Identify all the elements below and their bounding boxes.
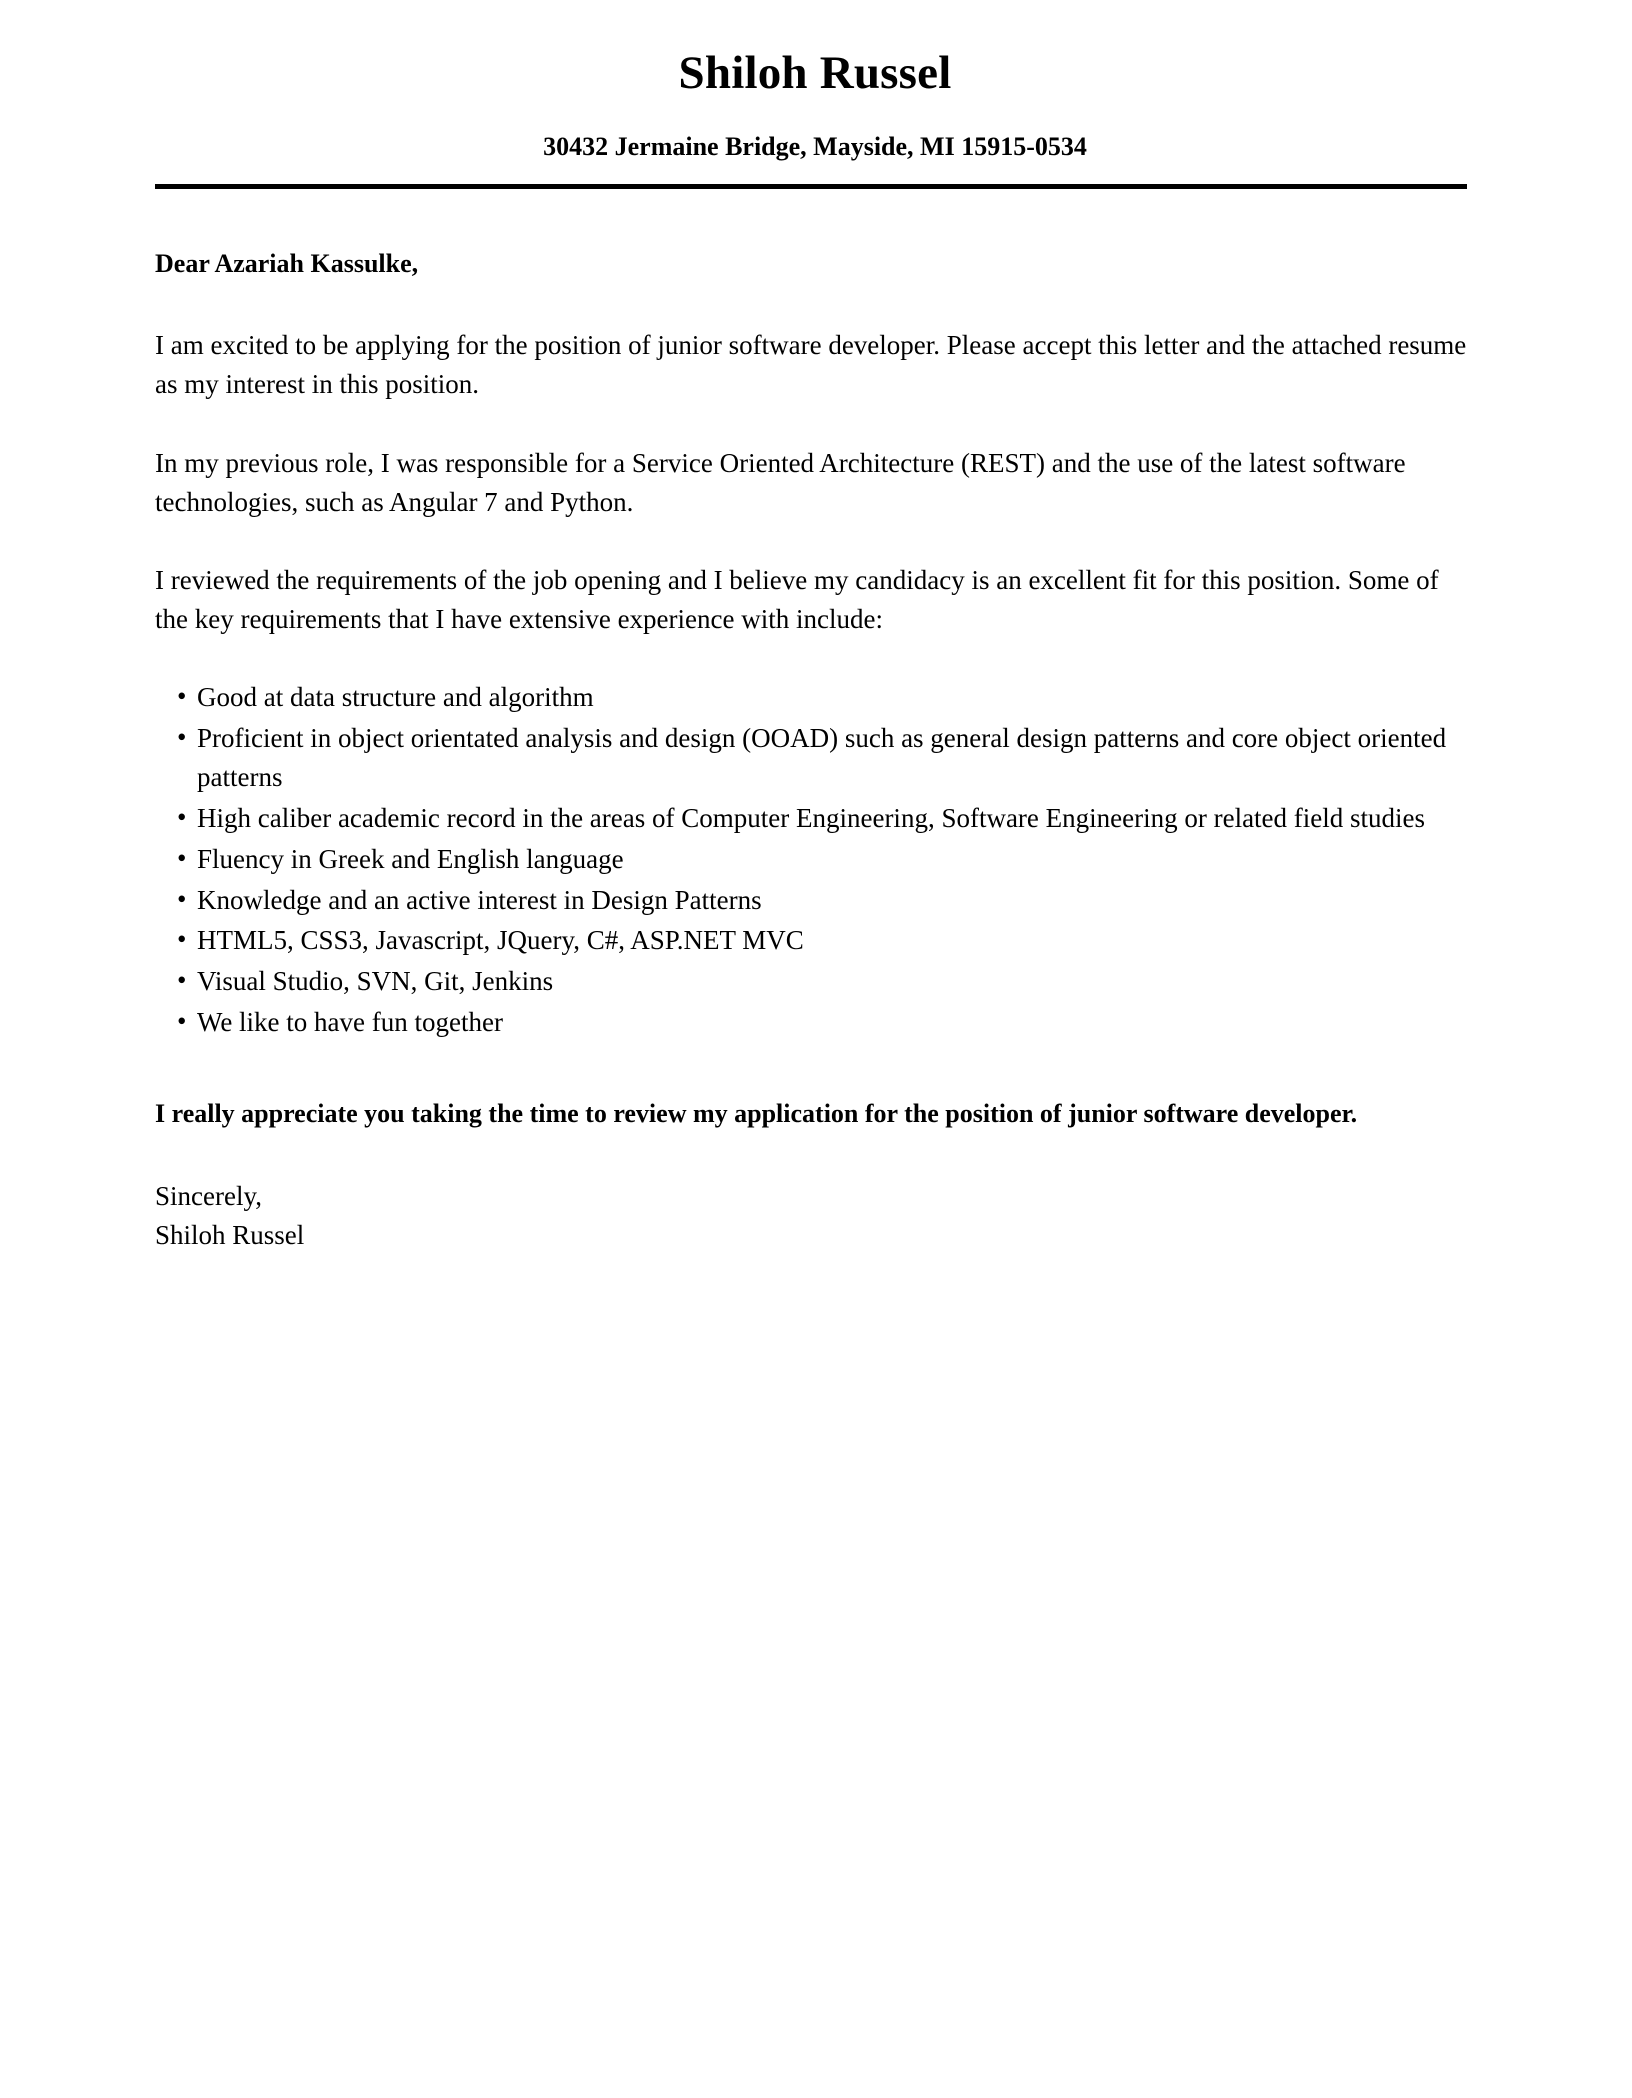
list-item-label: High caliber academic record in the areas of Computer Engineering, Software Engineering or related field studies bbox=[197, 802, 1426, 833]
page-title: Shiloh Russel bbox=[678, 47, 952, 99]
requirements-list bbox=[155, 678, 1475, 1042]
bullet-icon: • bbox=[177, 924, 187, 955]
closing-statement: I really appreciate you taking the time to review my application for the position of junior software developer. bbox=[155, 1099, 1358, 1129]
letter-body bbox=[155, 189, 1475, 1254]
signature-name: Shiloh Russel bbox=[155, 1219, 305, 1250]
list-item bbox=[155, 921, 1475, 960]
list-item bbox=[155, 840, 1475, 879]
valediction: Sincerely, bbox=[155, 1181, 262, 1212]
list-item bbox=[155, 881, 1475, 920]
body-paragraph-3: I reviewed the requirements of the job opening and I believe my candidacy is an excellent fit for this position. Some of the key requirements that I have extensive experience with include: bbox=[155, 564, 1439, 635]
body-paragraph-1: I am excited to be applying for the position of junior software developer. Please accept this letter and the attached resume as my interest in this position. bbox=[155, 330, 1467, 400]
bullet-icon: • bbox=[177, 1006, 187, 1037]
list-item-label: Good at data structure and algorithm bbox=[197, 682, 594, 713]
list-item bbox=[155, 678, 1475, 717]
address-line: 30432 Jermaine Bridge, Mayside, MI 15915-0534 bbox=[543, 132, 1087, 162]
list-item bbox=[155, 1003, 1475, 1042]
body-paragraph-2: In my previous role, I was responsible for a Service Oriented Architecture (REST) and the use of the latest software technologies, such as Angular 7 and Python. bbox=[155, 447, 1406, 517]
list-item-label: HTML5, CSS3, Javascript, JQuery, C#, ASP.NET MVC bbox=[197, 925, 804, 956]
list-item-label: We like to have fun together bbox=[197, 1007, 503, 1038]
list-item-label: Visual Studio, SVN, Git, Jenkins bbox=[197, 966, 554, 997]
signoff-block bbox=[155, 1177, 1475, 1254]
list-item bbox=[155, 799, 1475, 838]
bullet-icon: • bbox=[177, 722, 187, 753]
list-item bbox=[155, 719, 1475, 797]
list-item-label: Proficient in object orientated analysis and design (OOAD) such as general design patterns and core object oriented patterns bbox=[197, 723, 1447, 792]
bullet-icon: • bbox=[177, 965, 187, 996]
list-item-label: Knowledge and an active interest in Design Patterns bbox=[197, 884, 762, 915]
letter-header bbox=[155, 0, 1475, 189]
bullet-icon: • bbox=[177, 681, 187, 712]
bullet-icon: • bbox=[177, 883, 187, 914]
list-item bbox=[155, 962, 1475, 1001]
cover-letter bbox=[155, 0, 1475, 1254]
list-item-label: Fluency in Greek and English language bbox=[197, 843, 624, 874]
salutation: Dear Azariah Kassulke, bbox=[155, 248, 419, 278]
bullet-icon: • bbox=[177, 801, 187, 832]
bullet-icon: • bbox=[177, 842, 187, 873]
